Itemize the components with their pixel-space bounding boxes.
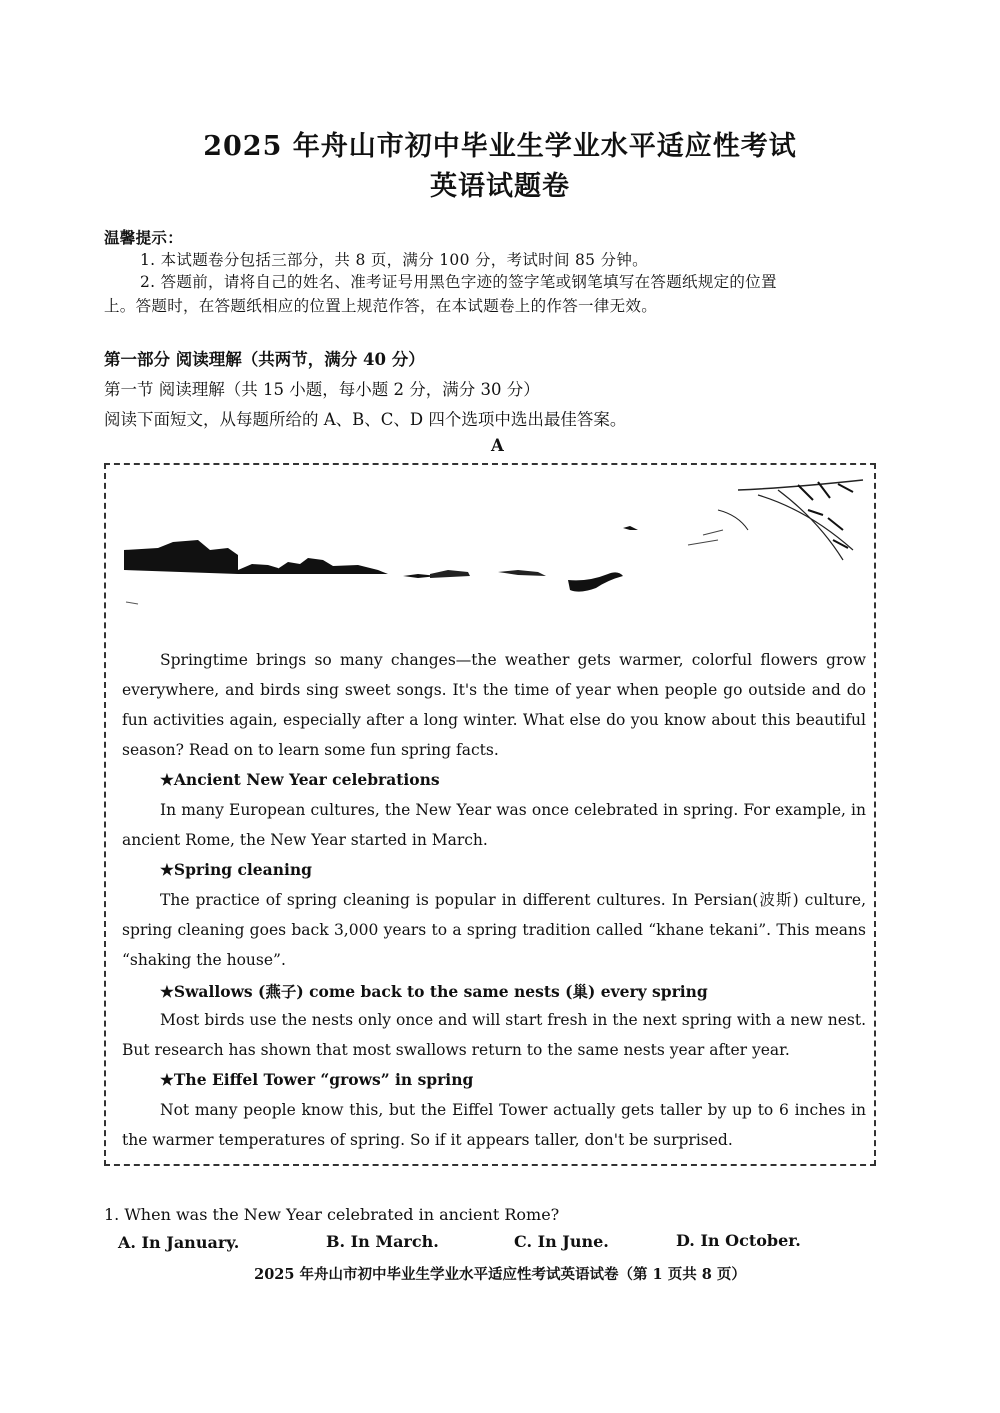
subheading-swallows: ★Swallows (燕子) come back to the same nests (巢) every spring bbox=[160, 982, 708, 1001]
paragraph-ancient-new-year bbox=[122, 795, 866, 855]
option-d[interactable]: D. In October. bbox=[676, 1231, 801, 1250]
exam-subtitle: 英语试题卷 bbox=[430, 171, 570, 202]
instruction: 阅读下面短文，从每题所给的 A、B、C、D 四个选项中选出最佳答案。 bbox=[104, 410, 627, 429]
paragraph-2-text: The practice of spring cleaning is popular in different cultures. In Persian(波斯) culture, spring cleaning goes back 3,000 years to a spring tradition called “khane tekani”. This means “shaking the house”. bbox=[122, 891, 866, 969]
subheading-spring-cleaning: ★Spring cleaning bbox=[160, 860, 312, 879]
exam-title: 2025 年舟山市初中毕业生学业水平适应性考试 bbox=[203, 131, 797, 162]
subheading-ancient-new-year: ★Ancient New Year celebrations bbox=[160, 770, 440, 789]
paragraph-spring-cleaning bbox=[122, 885, 866, 975]
paragraph-3-text: Most birds use the nests only once and will start fresh in the next spring with a new nest. But research has shown that most swallows return to the same nests year after year. bbox=[122, 1011, 866, 1059]
passage-label: A bbox=[491, 436, 504, 455]
spring-illustration bbox=[118, 470, 868, 610]
option-c[interactable]: C. In June. bbox=[514, 1232, 609, 1251]
page-footer: 2025 年舟山市初中毕业生学业水平适应性考试英语试卷（第 1 页共 8 页） bbox=[254, 1266, 746, 1283]
notice-item-2-cont: 上。答题时，在答题纸相应的位置上规范作答，在本试题卷上的作答一律无效。 bbox=[104, 297, 658, 315]
paragraph-eiffel-tower bbox=[122, 1095, 866, 1155]
paragraph-1-text: In many European cultures, the New Year was once celebrated in spring. For example, in ancient Rome, the New Year started in March. bbox=[122, 801, 866, 849]
option-a[interactable]: A. In January. bbox=[118, 1233, 240, 1252]
paragraph-swallows bbox=[122, 1005, 866, 1065]
passage-intro bbox=[122, 645, 866, 765]
passage-intro-text: Springtime brings so many changes—the weather gets warmer, colorful flowers grow everywhere, and birds sing sweet songs. It's the time of year when people go outside and do fun activities again, especially after a long winter. What else do you know about this beautiful season? Read on to learn some fun spring facts. bbox=[122, 651, 866, 759]
option-b[interactable]: B. In March. bbox=[326, 1232, 439, 1251]
paragraph-4-text: Not many people know this, but the Eiffel Tower actually gets taller by up to 6 inches in the warmer temperatures of spring. So if it appears taller, don't be surprised. bbox=[122, 1101, 866, 1149]
subheading-eiffel-tower: ★The Eiffel Tower “grows” in spring bbox=[160, 1070, 474, 1089]
notice-item-1: 1. 本试题卷分包括三部分，共 8 页，满分 100 分，考试时间 85 分钟。 bbox=[140, 251, 648, 269]
notice-item-2: 2. 答题前，请将自己的姓名、准考证号用黑色字迹的签字笔或钢笔填写在答题纸规定的位置 bbox=[140, 273, 777, 291]
part1-heading: 第一部分 阅读理解（共两节，满分 40 分） bbox=[104, 350, 425, 369]
question-1-stem: 1. When was the New Year celebrated in ancient Rome? bbox=[104, 1205, 560, 1224]
section1-heading: 第一节 阅读理解（共 15 小题，每小题 2 分，满分 30 分） bbox=[104, 380, 540, 399]
notice-heading: 温馨提示： bbox=[104, 228, 184, 247]
